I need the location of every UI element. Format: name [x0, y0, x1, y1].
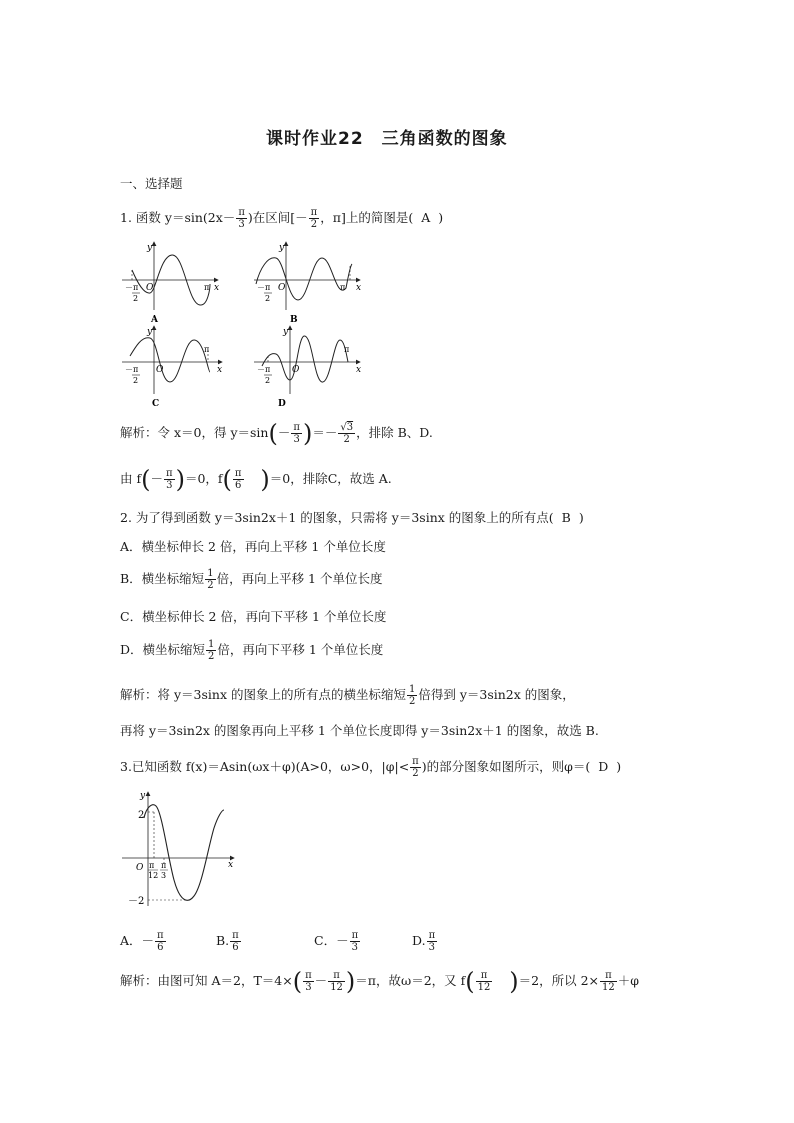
answer: B: [561, 510, 571, 525]
q3-option-a: A．－ $\frac{\pi}{6}$: [120, 930, 164, 953]
svg-text:3: 3: [161, 871, 167, 880]
answer: D: [598, 759, 609, 774]
svg-text:A: A: [151, 315, 158, 325]
svg-text:2: 2: [265, 294, 271, 303]
svg-text:O: O: [156, 365, 164, 375]
svg-text:π: π: [204, 283, 210, 292]
graph-b: [254, 242, 361, 325]
svg-text:x: x: [228, 860, 234, 870]
graph-d: [254, 326, 361, 406]
graph-c: [122, 326, 222, 406]
question-3: 3.已知函数 f(x)＝Asin(ωx＋φ)(A>0，ω>0，|φ|< $\frac{\pi}{2}$ )的部分图象如图所示，则φ＝( D ): [120, 752, 621, 782]
svg-text:O: O: [292, 365, 300, 375]
svg-text:2: 2: [138, 810, 145, 821]
svg-text:B: B: [290, 315, 298, 325]
svg-text:－π: －π: [257, 365, 271, 374]
q2-solution-line-2: 再将 y＝3sin2x 的图象再向上平移 1 个单位长度即得 y＝3sin2x＋1 的图象，故选 B.: [120, 723, 599, 738]
q3-option-c: C．－ $\frac{\pi}{3}$: [314, 930, 359, 953]
svg-text:－π: －π: [125, 283, 139, 292]
svg-text:C: C: [152, 399, 160, 406]
graph-a: [122, 242, 219, 325]
fraction: $\frac{\pi}{3}$: [238, 207, 245, 230]
question-1: 1. 函数 y＝sin(2x－ $\frac{\pi}{3}$ )在区间[－ $\frac{\pi}{2}$ ，π]上的简图是( A ): [120, 204, 443, 232]
fraction: $\frac{\pi}{2}$: [310, 207, 318, 230]
svg-text:D: D: [278, 399, 286, 406]
q2-option-c: C．横坐标伸长 2 倍，再向下平移 1 个单位长度: [120, 609, 387, 624]
q3-graph: [118, 788, 238, 912]
svg-text:π: π: [204, 345, 210, 354]
page-title: 课时作业22 三角函数的图象: [266, 129, 508, 149]
q1-graphs: [118, 238, 378, 406]
svg-text:－π: －π: [257, 283, 271, 292]
q3-option-b: B. $\frac{\pi}{6}$: [216, 930, 239, 953]
q2-option-d: D．横坐标缩短 $\frac{1}{2}$ 倍，再向下平移 1 个单位长度: [120, 639, 384, 662]
q3-solution: 解析：由图可知 A＝2，T＝4×( $\frac{\pi}{3}$ － $\frac{\pi}{12}$ )＝π，故ω＝2，又 f( $\frac{\pi}{12}$ )＝2，所以 2× $\frac{\pi}{12}$ ＋φ: [120, 967, 640, 996]
q1-solution-line-1: 解析：令 x＝0，得 y＝sin(－ $\frac{\pi}{3}$ )＝－ $\frac{√3}{2}$ ，排除 B、D.: [120, 419, 433, 448]
svg-text:π: π: [344, 345, 350, 354]
svg-text:2: 2: [133, 294, 139, 303]
svg-text:x: x: [217, 365, 223, 375]
answer: A: [421, 210, 431, 225]
svg-text:O: O: [146, 283, 154, 293]
q2-solution-line-1: 解析：将 y＝3sinx 的图象上的所有点的横坐标缩短 $\frac{1}{2}$ 倍得到 y＝3sin2x 的图象，: [120, 684, 575, 707]
svg-text:y: y: [147, 327, 153, 337]
svg-text:x: x: [356, 365, 362, 375]
svg-text:－π: －π: [125, 365, 139, 374]
svg-text:12: 12: [148, 871, 159, 880]
svg-text:x: x: [214, 283, 220, 293]
svg-text:2: 2: [265, 376, 271, 385]
svg-text:y: y: [283, 327, 289, 337]
svg-text:O: O: [278, 283, 286, 293]
section-heading: 一、选择题: [120, 176, 183, 191]
svg-text:y: y: [140, 791, 146, 801]
svg-text:π: π: [340, 283, 346, 292]
svg-text:y: y: [147, 243, 153, 253]
q2-option-a: A．横坐标伸长 2 倍，再向上平移 1 个单位长度: [120, 539, 386, 554]
svg-text:x: x: [356, 283, 362, 293]
question-2: 2. 为了得到函数 y＝3sin2x＋1 的图象，只需将 y＝3sinx 的图象上的所有点( B ): [120, 510, 584, 525]
svg-text:y: y: [279, 243, 285, 253]
svg-text:－2: －2: [128, 896, 145, 907]
question-number: 1.: [120, 210, 132, 225]
q1-solution-line-2: 由 f(－ $\frac{\pi}{3}$ )＝0，f( $\frac{\pi}{6}$ )＝0，排除C，故选 A.: [120, 465, 392, 494]
svg-text:π: π: [149, 861, 155, 870]
q3-option-d: D. $\frac{\pi}{3}$: [412, 930, 436, 953]
q2-option-b: B．横坐标缩短 $\frac{1}{2}$ 倍，再向上平移 1 个单位长度: [120, 568, 383, 591]
svg-text:π: π: [161, 861, 167, 870]
svg-text:2: 2: [133, 376, 139, 385]
svg-text:O: O: [136, 863, 144, 873]
